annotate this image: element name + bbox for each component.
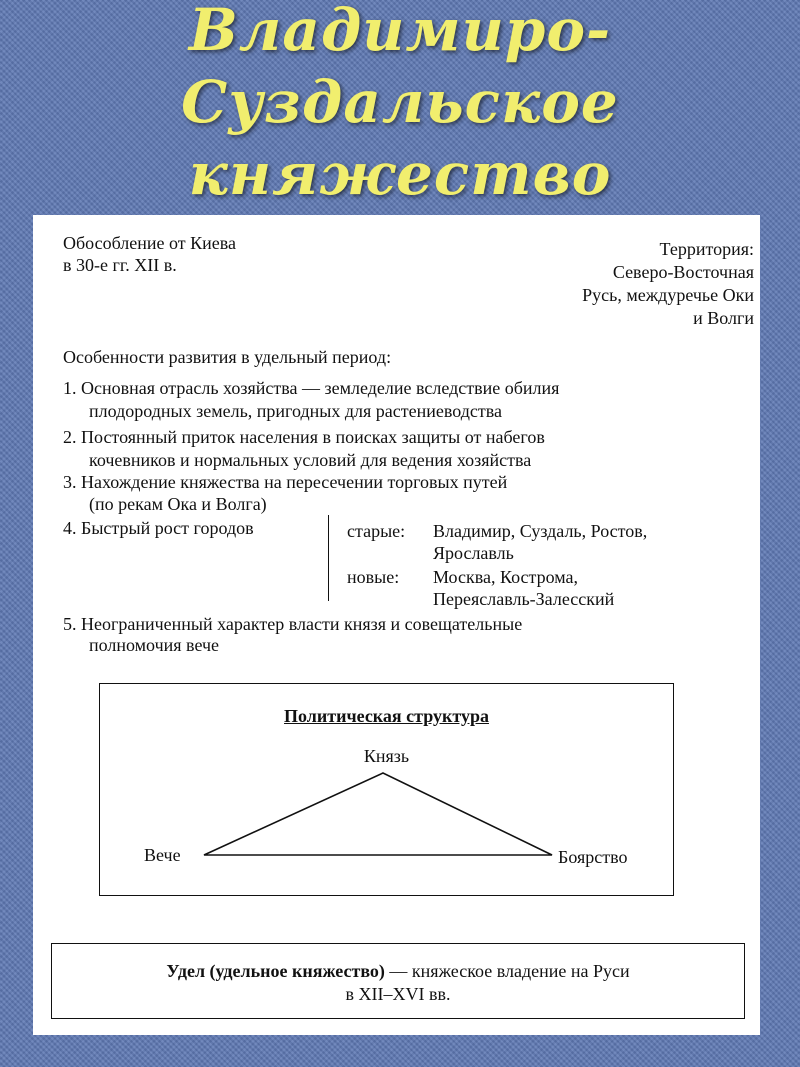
territory-line-1: Территория:: [659, 239, 754, 259]
new-cities-label: новые:: [347, 567, 400, 587]
separation-line-2: в 30-е гг. XII в.: [63, 255, 177, 275]
feature-2-line-2: кочевников и нормальных условий для ведения хозяйства: [89, 450, 532, 470]
boyarstvo-label: Боярство: [558, 847, 628, 867]
territory-line-2: Северо-Восточная: [612, 262, 754, 282]
feature-1-line-2: плодородных земель, пригодных для растениеводства: [89, 401, 502, 421]
territory-line-4: и Волги: [693, 308, 754, 328]
knyaz-label: Князь: [363, 746, 410, 766]
feature-1-line-1: 1. Основная отрасль хозяйства — земледелие вследствие обилия: [63, 378, 560, 398]
triangle-shape: [204, 773, 552, 855]
separation-line-1: Обособление от Киева: [63, 233, 237, 253]
feature-5-line-2: полномочия вече: [89, 635, 220, 655]
old-cities-line-1: Владимир, Суздаль, Ростов,: [433, 521, 648, 541]
old-cities-line-2: Ярославль: [433, 543, 514, 563]
title-line-3: княжество: [188, 140, 612, 208]
feature-4-label: 4. Быстрый рост городов: [63, 518, 254, 538]
feature-3-line-2: (по рекам Ока и Волга): [89, 494, 267, 514]
feature-5-line-1: 5. Неограниченный характер власти князя и совещательные: [63, 614, 523, 634]
udel-term: Удел (удельное княжество): [166, 961, 385, 981]
features-heading: Особенности развития в удельный период:: [63, 347, 392, 367]
territory-line-3: Русь, междуречье Оки: [582, 285, 754, 305]
udel-definition: — княжеское владение на Руси: [384, 961, 630, 981]
udel-definition-box: [51, 943, 745, 1019]
page-title: [0, 0, 800, 210]
political-structure-heading: Политическая структура: [284, 706, 489, 726]
title-line-2: Суздальское: [181, 68, 619, 136]
new-cities-line-2: Переяславль-Залесский: [433, 589, 615, 609]
feature-3-line-1: 3. Нахождение княжества на пересечении торговых путей: [63, 472, 508, 492]
veche-label: Вече: [144, 845, 181, 865]
udel-period: в XII–XVI вв.: [345, 984, 451, 1004]
cities-bracket: [328, 515, 329, 601]
title-line-1: Владимиро-: [188, 0, 612, 64]
new-cities-line-1: Москва, Кострома,: [433, 567, 579, 587]
feature-2-line-1: 2. Постоянный приток населения в поисках защиты от набегов: [63, 427, 545, 447]
udel-definition-line-1: [52, 961, 744, 982]
old-cities-label: старые:: [347, 521, 406, 541]
political-structure-box: [99, 683, 674, 896]
scheme-sheet: [33, 215, 760, 1035]
